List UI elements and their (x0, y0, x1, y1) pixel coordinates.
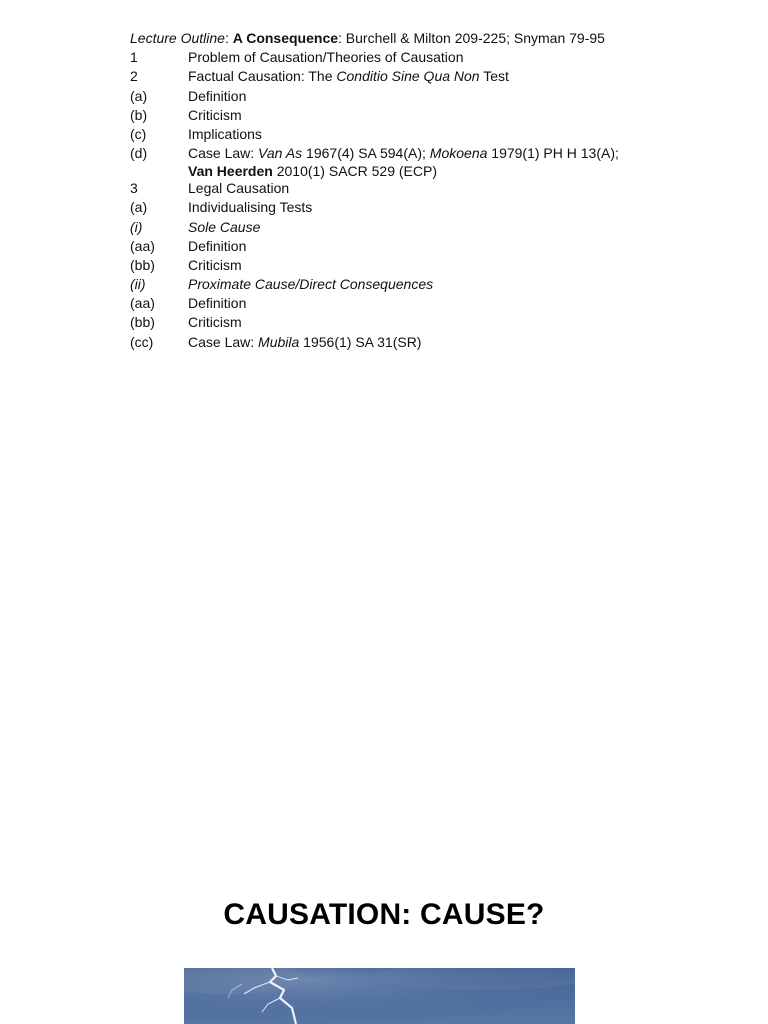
outline-text-run: Criticism (188, 314, 242, 331)
outline-header (130, 29, 750, 48)
outline-item-number: (bb) (130, 314, 155, 331)
outline-text-run: Sole Cause (188, 218, 261, 235)
outline-text-run: Conditio Sine Qua Non (336, 68, 480, 85)
outline-item-text (188, 87, 750, 106)
outline-item-text (188, 313, 750, 332)
outline-item-text (188, 275, 750, 294)
outline-item-number: 2 (130, 68, 138, 85)
outline-text-run: Definition (188, 87, 247, 104)
outline-text-run: Factual Causation: The (188, 68, 337, 85)
outline-text-run: Legal Causation (188, 180, 290, 197)
outline-text-run: Individualising Tests (188, 199, 313, 216)
storm-image (184, 968, 575, 1024)
outline-item (130, 87, 750, 106)
outline-text-run: Criticism (188, 256, 242, 273)
outline-text-run: Definition (188, 295, 247, 312)
outline-item (130, 48, 750, 67)
outline-item-text (188, 237, 750, 256)
outline-item-number: (d) (130, 145, 148, 162)
outline-text-run: Van As (258, 145, 303, 162)
outline-item-number: (i) (130, 218, 143, 235)
outline-item-number: (bb) (130, 256, 155, 273)
outline-item (130, 275, 750, 294)
outline-item-text (188, 67, 750, 86)
outline-text-run: 1979(1) PH H 13(A); (487, 145, 619, 162)
outline-item (130, 67, 750, 86)
outline-item-text (188, 106, 750, 125)
header-prefix: Lecture Outline (130, 30, 225, 46)
lecture-outline (130, 29, 750, 352)
outline-item-text (188, 294, 750, 313)
outline-item (130, 333, 750, 352)
outline-text-run: Problem of Causation/Theories of Causation (188, 49, 464, 66)
outline-text-run: Van Heerden (188, 163, 273, 180)
outline-items (130, 48, 750, 352)
outline-item (130, 106, 750, 125)
outline-text-run: Mubila (258, 333, 300, 350)
outline-item (130, 256, 750, 275)
header-references: : Burchell & Milton 209-225; Snyman 79-95 (338, 30, 605, 46)
outline-item (130, 294, 750, 313)
outline-item-number: (a) (130, 199, 148, 216)
outline-text-run: Case Law: (188, 333, 259, 350)
outline-item (130, 144, 750, 179)
outline-text-run: Criticism (188, 106, 242, 123)
outline-item-number: 3 (130, 180, 138, 197)
outline-text-run: Implications (188, 125, 262, 142)
outline-text-run: Mokoena (429, 145, 488, 162)
outline-item-text (188, 333, 750, 352)
outline-text-run: Case Law: (188, 145, 259, 162)
outline-item-text (188, 218, 750, 237)
outline-item-number: (cc) (130, 333, 154, 350)
outline-item (130, 237, 750, 256)
outline-text-run: Test (479, 68, 509, 85)
outline-item-text (188, 48, 750, 67)
outline-item (130, 198, 750, 217)
outline-text-run: 1967(4) SA 594(A); (302, 145, 430, 162)
outline-item-text (188, 198, 750, 217)
outline-item-number: (aa) (130, 237, 155, 254)
outline-text-run: Proximate Cause/Direct Consequences (188, 276, 434, 293)
lightning-icon (184, 968, 575, 1024)
outline-text-run: Definition (188, 237, 247, 254)
outline-item-number: (b) (130, 106, 148, 123)
outline-item (130, 313, 750, 332)
outline-item-number: (a) (130, 87, 148, 104)
header-colon: : (224, 30, 233, 46)
outline-item (130, 218, 750, 237)
outline-item-number: (aa) (130, 295, 155, 312)
outline-text-run: 1956(1) SA 31(SR) (299, 333, 422, 350)
outline-item-number: 1 (130, 49, 138, 66)
outline-item (130, 179, 750, 198)
slide-title: CAUSATION: CAUSE? (223, 898, 545, 931)
outline-item-number: (c) (130, 125, 147, 142)
outline-item-text (188, 125, 750, 144)
outline-item-text (188, 256, 750, 275)
outline-item (130, 125, 750, 144)
outline-item-text (188, 179, 750, 198)
header-title: A Consequence (232, 30, 339, 46)
outline-item-number: (ii) (130, 276, 146, 293)
outline-item-text (188, 144, 750, 179)
outline-text-run: 2010(1) SACR 529 (ECP) (272, 163, 438, 180)
